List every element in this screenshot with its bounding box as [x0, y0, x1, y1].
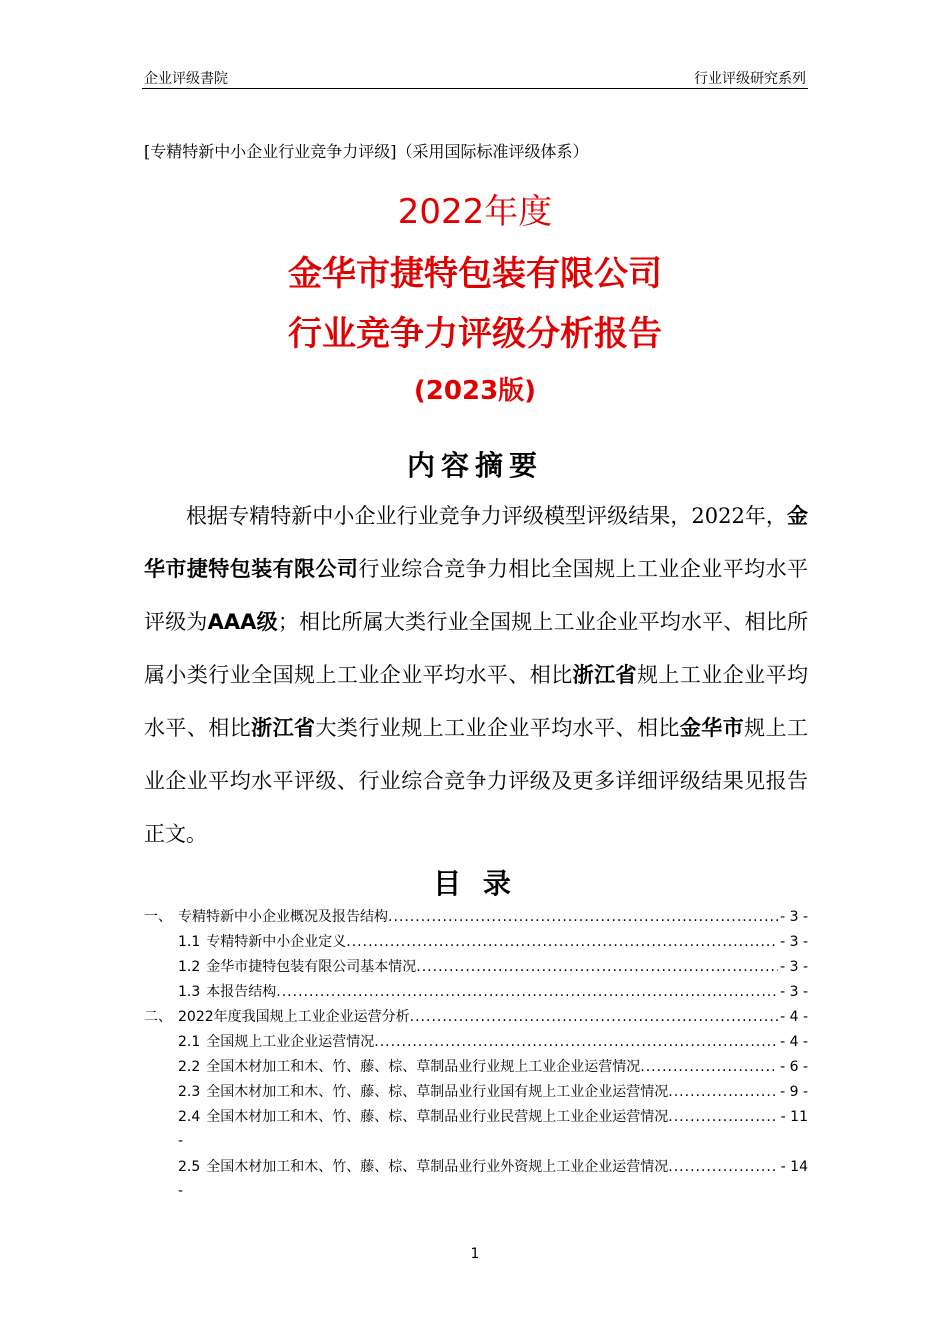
- toc-leader: [640, 1059, 778, 1075]
- toc-label: 全国木材加工和木、竹、藤、棕、草制品业行业民营规上工业企业运营情况: [206, 1109, 669, 1125]
- abstract-text-5: 大类行业规上工业企业平均水平、相比: [315, 716, 680, 740]
- toc-num: 2.4: [178, 1109, 201, 1125]
- abstract-city: 金华市: [679, 716, 745, 740]
- toc-heading: 目 录: [433, 867, 517, 900]
- title-company: 金华市捷特包装有限公司: [288, 254, 662, 294]
- header-right: 行业评级研究系列: [694, 71, 806, 87]
- toc-num: 2.1: [178, 1034, 201, 1050]
- toc-leader: [374, 1034, 778, 1050]
- toc-item-continuation: -: [178, 1133, 184, 1149]
- toc-item[interactable]: [144, 956, 808, 981]
- toc-leader: [410, 1009, 778, 1025]
- toc-num: 2.5: [178, 1159, 201, 1175]
- toc-label: 全国木材加工和木、竹、藤、棕、草制品业行业规上工业企业运营情况: [206, 1059, 641, 1075]
- toc-item[interactable]: [144, 1031, 808, 1056]
- toc-label: 专精特新中小企业定义: [206, 934, 347, 950]
- toc-num: 1.3: [178, 984, 201, 1000]
- toc-leader: [668, 1084, 778, 1100]
- toc-label: 全国木材加工和木、竹、藤、棕、草制品业行业外资规上工业企业运营情况: [206, 1159, 669, 1175]
- toc-leader: [668, 1159, 770, 1175]
- toc-page: - 9 -: [780, 1084, 808, 1100]
- toc-item[interactable]: [144, 981, 808, 1006]
- toc-page: - 3 -: [780, 909, 808, 925]
- abstract-text-1: 根据专精特新中小企业行业竞争力评级模型评级结果，2022年，: [186, 504, 787, 528]
- toc-label: 全国规上工业企业运营情况: [206, 1034, 375, 1050]
- toc-item-continuation: -: [178, 1183, 184, 1199]
- toc-num: 1.2: [178, 959, 201, 975]
- abstract-company: 金华市捷特包装有限公司: [144, 504, 808, 581]
- toc-page: . - 11: [771, 1109, 808, 1125]
- toc-item[interactable]: [144, 1056, 808, 1081]
- abstract-paragraph: [144, 490, 808, 861]
- toc-label: 专精特新中小企业概况及报告结构: [178, 909, 388, 925]
- toc-num: 1.1: [178, 934, 201, 950]
- abstract-text-6: 规上工业企业平均水平评级、行业综合竞争力评级及更多详细评级结果见报告正文。: [144, 716, 809, 846]
- toc-leader: [388, 909, 778, 925]
- toc-num: 二、: [144, 1009, 172, 1025]
- toc-num: 2.3: [178, 1084, 201, 1100]
- toc-page: - 3 -: [780, 959, 808, 975]
- toc-num: 一、: [144, 909, 172, 925]
- title-report: 行业竞争力评级分析报告: [288, 314, 662, 354]
- report-series-subtitle: [专精特新中小企业行业竞争力评级]（采用国际标准评级体系）: [144, 142, 589, 161]
- abstract-text-3: ；相比所属大类行业全国规上工业企业平均水平、相比所属小类行业全国规上工业企业平均水平、相比: [144, 610, 809, 687]
- toc-label: 2022年度我国规上工业企业运营分析: [178, 1009, 410, 1025]
- toc-item[interactable]: [144, 1081, 808, 1106]
- abstract-heading: 内容摘要: [406, 449, 543, 482]
- toc-item[interactable]: [144, 931, 808, 956]
- toc-leader: [276, 984, 778, 1000]
- toc-item[interactable]: [144, 1106, 808, 1131]
- abstract-text-2: 行业综合竞争力相比全国规上工业企业平均水平评级为: [144, 557, 809, 634]
- toc-item[interactable]: [144, 1156, 808, 1181]
- toc-item[interactable]: [144, 1006, 808, 1031]
- toc-page: - 4 -: [780, 1034, 808, 1050]
- toc-label: 金华市捷特包装有限公司基本情况: [206, 959, 417, 975]
- table-of-contents: [144, 906, 808, 1206]
- toc-leader: [416, 959, 778, 975]
- header-divider: [142, 88, 808, 89]
- abstract-text-4: 规上工业企业平均水平、相比: [144, 663, 809, 740]
- toc-leader: [346, 934, 778, 950]
- title-year: 2022年度: [397, 192, 553, 232]
- abstract-province-2: 浙江省: [251, 716, 316, 740]
- title-edition: (2023版): [413, 376, 537, 406]
- toc-item[interactable]: [144, 906, 808, 931]
- page-number: 1: [470, 1246, 480, 1262]
- toc-label: 全国木材加工和木、竹、藤、棕、草制品业行业国有规上工业企业运营情况: [206, 1084, 669, 1100]
- toc-page: - 4 -: [780, 1009, 808, 1025]
- abstract-province-1: 浙江省: [572, 663, 637, 687]
- toc-label: 本报告结构: [206, 984, 277, 1000]
- toc-page: - 3 -: [780, 984, 808, 1000]
- toc-page: - 3 -: [780, 934, 808, 950]
- abstract-grade: AAA级: [207, 610, 278, 634]
- header-left: 企业评级書院: [144, 71, 228, 87]
- toc-page: - 6 -: [780, 1059, 808, 1075]
- toc-page: . - 14: [771, 1159, 808, 1175]
- toc-num: 2.2: [178, 1059, 201, 1075]
- toc-leader: [668, 1109, 770, 1125]
